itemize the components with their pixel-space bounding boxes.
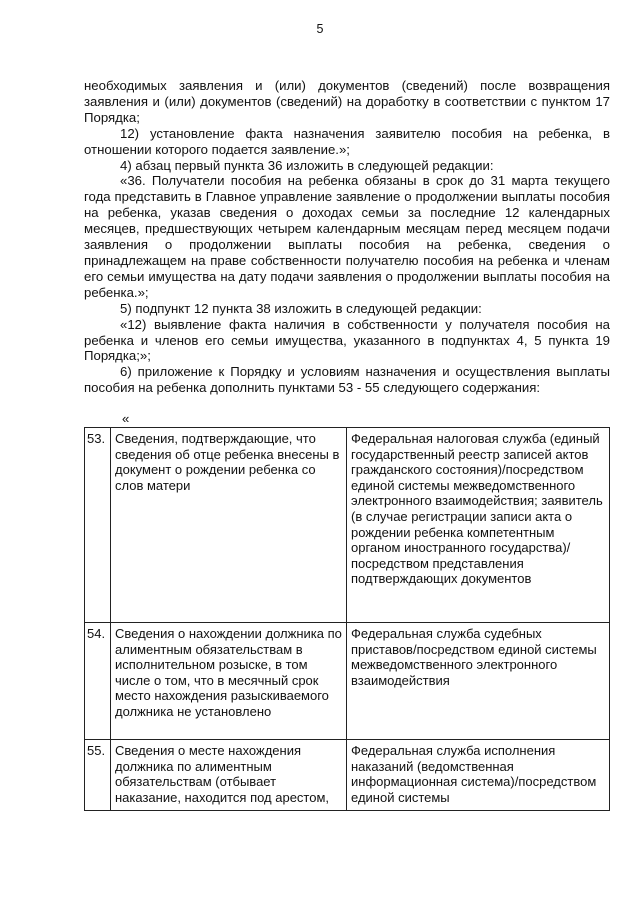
paragraph: 5) подпункт 12 пункта 38 изложить в следующей редакции: — [120, 300, 482, 316]
paragraph: 4) абзац первый пункта 36 изложить в следующей редакции: — [120, 157, 494, 173]
row-number: 54. — [85, 623, 111, 740]
paragraph: «36. Получатели пособия на ребенка обязаны в срок до 31 марта текущего года представить в Главное управление заявление о продолжении выплаты пособия на ребенка, указав сведения о доходах семьи за последние 12 календарных месяцев, предшествующих четырем календарным месяцам перед месяцем подачи заявления о продолжении выплаты пособия на ребенка, сведения о принадлежащем на праве собственности получателю пособия на ребенка и членам его семьи имущества на дату подачи заявления о продолжении выплаты пособия на ребенка.»; — [84, 173, 610, 300]
row-source: Федеральная служба судебных приставов/посредством единой системы межведомственного электронного взаимодействия — [347, 623, 610, 740]
opening-quote: « — [122, 411, 130, 426]
row-information: Сведения о нахождении должника по алиментным обязательствам в исполнительном розыске, в том числе о том, что в месячный срок место нахождения разыскиваемого должника не установлено — [111, 623, 347, 740]
row-number: 55. — [85, 740, 111, 811]
table-row — [85, 740, 610, 811]
row-source: Федеральная служба исполнения наказаний (ведомственная информационная система)/посредством единой системы — [347, 740, 610, 811]
appendix-table — [84, 427, 610, 811]
paragraph: 6) приложение к Порядку и условиям назначения и осуществления выплаты пособия на ребенка дополнить пунктами 53 - 55 следующего содержания: — [84, 364, 610, 396]
body-text — [84, 78, 610, 396]
row-source: Федеральная налоговая служба (единый государственный реестр записей актов гражданского состояния)/посредством единой системы межведомственного электронного взаимодействия; заявитель (в случае регистрации записи акта о рождении ребенка компетентным органом иностранного государства)/посредством представления подтверждающих документов — [347, 428, 610, 623]
paragraph: 12) установление факта назначения заявителю пособия на ребенка, в отношении которого подается заявление.»; — [84, 125, 610, 157]
paragraph: необходимых заявления и (или) документов (сведений) после возвращения заявления и (или) документов (сведений) на доработку в соответствии с пунктом 17 Порядка; — [84, 78, 610, 125]
row-number: 53. — [85, 428, 111, 623]
paragraph: «12) выявление факта наличия в собственности у получателя пособия на ребенка и членов его семьи имущества, указанного в подпунктах 4, 5 пункта 19 Порядка;»; — [84, 316, 610, 364]
row-information: Сведения о месте нахождения должника по алиментным обязательствам (отбывает наказание, находится под арестом, — [111, 740, 347, 811]
row-information: Сведения, подтверждающие, что сведения об отце ребенка внесены в документ о рождении ребенка со слов матери — [111, 428, 347, 623]
table-row — [85, 623, 610, 740]
table-row — [85, 428, 610, 623]
page-number: 5 — [316, 22, 324, 36]
